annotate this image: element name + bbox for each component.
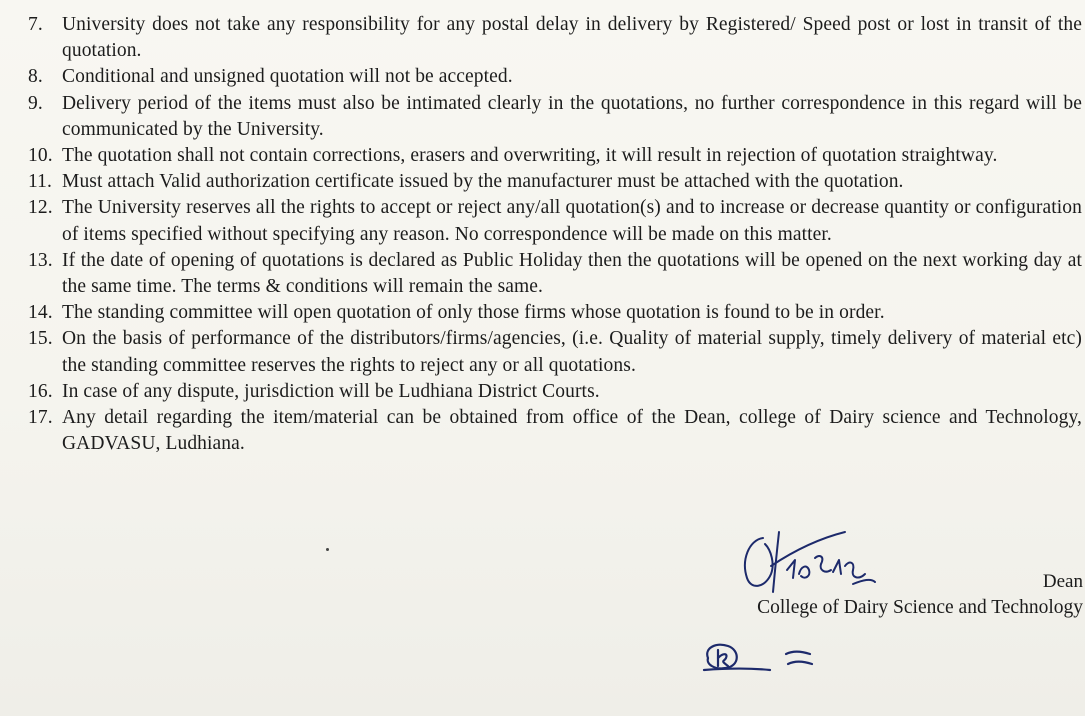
term-item-7 xyxy=(28,12,1082,64)
signatory-title: Dean xyxy=(1042,571,1083,592)
term-number: 8. xyxy=(28,66,43,88)
term-text: In case of any dispute, jurisdiction will be Ludhiana District Courts. xyxy=(62,380,600,402)
term-item-12 xyxy=(28,195,1082,247)
term-text: The standing committee will open quotation of only those firms whose quotation is found to be in order. xyxy=(62,302,885,324)
term-item-16 xyxy=(28,379,1082,405)
signatory-organization: College of Dairy Science and Technology xyxy=(757,597,1083,618)
term-number: 14. xyxy=(28,302,53,324)
term-text: The quotation shall not contain corrections, erasers and overwriting, it will result in rejection of quotation straightway. xyxy=(62,145,998,167)
term-number: 16. xyxy=(28,380,53,402)
term-text: On the basis of performance of the distributors/firms/agencies, (i.e. Quality of material supply, timely delivery of material etc) the standing committee reserves the rights to reject any or all quotations. xyxy=(62,328,1082,376)
term-item-9 xyxy=(28,91,1082,143)
term-item-10 xyxy=(28,143,1082,169)
term-text: Must attach Valid authorization certificate issued by the manufacturer must be attached with the quotation. xyxy=(62,171,904,193)
handwritten-signature xyxy=(735,530,1015,600)
term-text: Conditional and unsigned quotation will not be accepted. xyxy=(62,66,513,88)
term-number: 17. xyxy=(28,407,53,429)
term-number: 15. xyxy=(28,328,53,350)
terms-list xyxy=(28,12,1082,457)
term-number: 12. xyxy=(28,197,53,219)
term-text: Delivery period of the items must also be intimated clearly in the quotations, no further correspondence in this regard will be communicated by the University. xyxy=(62,92,1082,140)
term-number: 7. xyxy=(28,14,43,35)
term-item-8 xyxy=(28,64,1082,90)
ink-speck xyxy=(326,548,329,551)
term-item-11 xyxy=(28,169,1082,195)
handwritten-initials xyxy=(700,638,830,678)
term-text: University does not take any responsibility for any postal delay in delivery by Registered/ Speed post or lost in transit of the quotation. xyxy=(62,14,1082,62)
signature-block xyxy=(665,530,1085,710)
term-text: Any detail regarding the item/material can be obtained from office of the Dean, college of Dairy science and Technology, GADVASU, Ludhiana. xyxy=(62,407,1082,455)
term-text: The University reserves all the rights to accept or reject any/all quotation(s) and to increase or decrease quantity or configuration of items specified without specifying any reason. No correspondence will be made on this matter. xyxy=(62,197,1082,245)
term-number: 11. xyxy=(28,171,52,193)
term-item-17 xyxy=(28,405,1082,457)
term-number: 10. xyxy=(28,145,53,167)
term-number: 13. xyxy=(28,249,53,271)
term-item-14 xyxy=(28,300,1082,326)
term-item-15 xyxy=(28,326,1082,378)
term-item-13 xyxy=(28,248,1082,300)
term-text: If the date of opening of quotations is declared as Public Holiday then the quotations will be opened on the next working day at the same time. The terms & conditions will remain the same. xyxy=(62,249,1082,298)
term-number: 9. xyxy=(28,92,43,114)
